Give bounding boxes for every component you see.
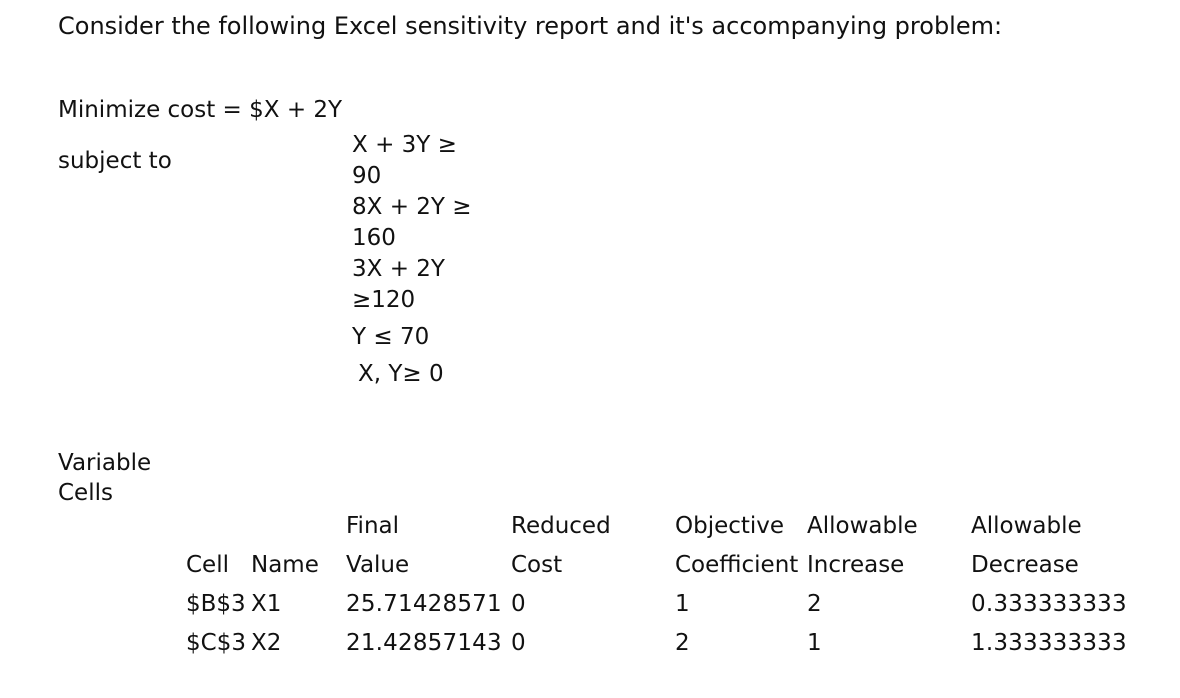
header-value: Value [346, 552, 410, 578]
row-allowable-decrease: 1.333333333 [971, 630, 1127, 656]
constraint-line: 160 [352, 225, 396, 251]
row-reduced-cost: 0 [511, 591, 526, 617]
row-objective-coefficient: 2 [675, 630, 690, 656]
row-final-value: 25.71428571 [346, 591, 502, 617]
header-cell: Cell [186, 552, 229, 578]
row-allowable-increase: 2 [807, 591, 822, 617]
constraint-line: X, Y≥ 0 [358, 361, 444, 387]
row-cell: $C$3 [186, 630, 246, 656]
subject-to-label: subject to [58, 148, 172, 174]
row-allowable-decrease: 0.333333333 [971, 591, 1127, 617]
constraint-line: Y ≤ 70 [352, 324, 430, 350]
header-cost: Cost [511, 552, 563, 578]
row-cell: $B$3 [186, 591, 246, 617]
row-reduced-cost: 0 [511, 630, 526, 656]
header-name: Name [251, 552, 319, 578]
header-coefficient: Coefficient [675, 552, 799, 578]
row-name: X2 [251, 630, 282, 656]
constraint-line: ≥120 [352, 287, 416, 313]
constraints-block [352, 130, 472, 390]
constraint-line: X + 3Y ≥ [352, 132, 457, 158]
row-allowable-increase: 1 [807, 630, 822, 656]
row-objective-coefficient: 1 [675, 591, 690, 617]
variable-cells-title [58, 448, 151, 508]
header-objective: Objective [675, 513, 785, 539]
header-reduced: Reduced [511, 513, 611, 539]
constraint-line: 3X + 2Y [352, 256, 445, 282]
constraint-line: 90 [352, 163, 382, 189]
variable-cells-title-line: Cells [58, 480, 113, 506]
header-decrease: Decrease [971, 552, 1079, 578]
constraint-line: 8X + 2Y ≥ [352, 194, 472, 220]
row-final-value: 21.42857143 [346, 630, 502, 656]
header-increase: Increase [807, 552, 905, 578]
problem-heading: Consider the following Excel sensitivity report and it's accompanying problem: [58, 12, 1003, 40]
header-final: Final [346, 513, 400, 539]
header-allowable-increase: Allowable [807, 513, 918, 539]
header-allowable-decrease: Allowable [971, 513, 1082, 539]
variable-cells-title-line: Variable [58, 450, 152, 476]
objective-function: Minimize cost = $X + 2Y [58, 97, 343, 123]
row-name: X1 [251, 591, 282, 617]
